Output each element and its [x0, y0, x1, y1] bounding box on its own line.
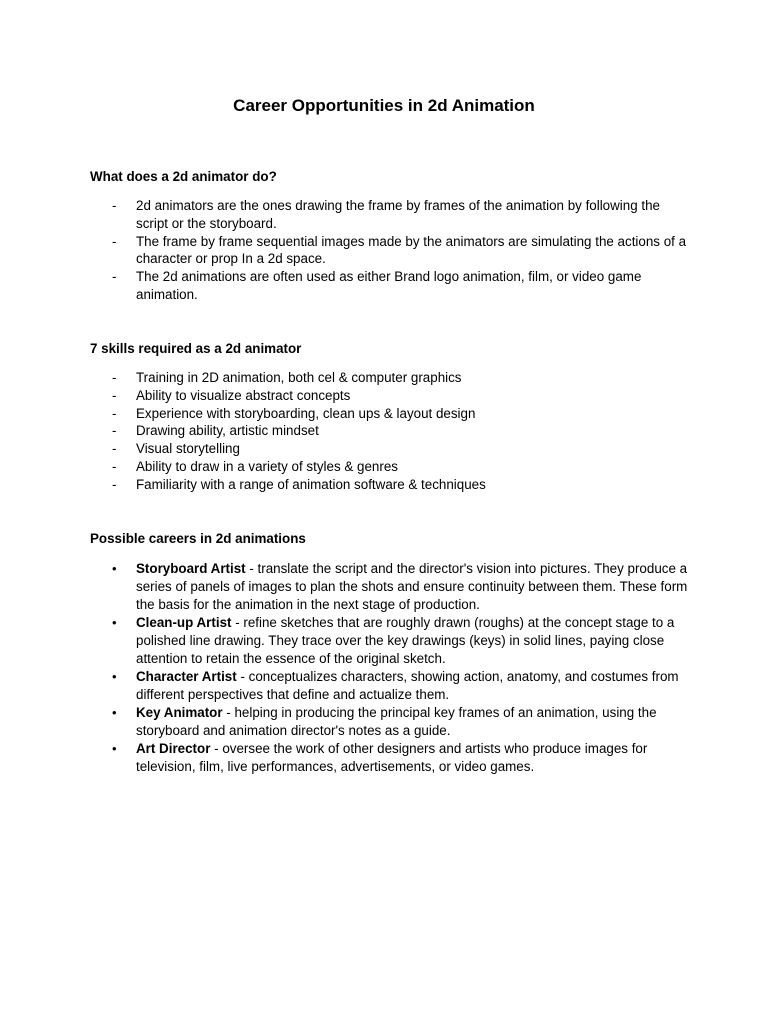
section-skills: [90, 340, 690, 494]
dash-bullet: -: [112, 370, 117, 385]
list-item-text: Visual storytelling: [136, 441, 240, 457]
career-item: [90, 614, 690, 668]
career-description: - oversee the work of other designers and artists who produce images for television, film, live performances, advertisements, or video games.: [136, 741, 648, 774]
dash-bullet: -: [112, 476, 117, 492]
career-term: Art Director: [136, 741, 211, 756]
list-item: [90, 387, 690, 405]
career-item: [90, 704, 690, 740]
round-bullet: •: [112, 615, 117, 630]
list-item: [90, 233, 690, 269]
round-bullet: •: [112, 561, 117, 576]
section-what-animator-does: [90, 168, 690, 304]
list-item: [90, 268, 690, 304]
page-title: Career Opportunities in 2d Animation: [233, 96, 535, 115]
career-item: [90, 560, 690, 614]
list-item: [90, 197, 690, 233]
section-heading: 7 skills required as a 2d animator: [90, 341, 302, 356]
career-description: - translate the script and the director's vision into pictures. They produce a series of panels of images to plan the shots and ensure continuity between them. These form the basis for the animation in the next stage of production.: [136, 561, 688, 612]
career-description: - refine sketches that are roughly drawn (roughs) at the concept stage to a polished line drawing. They trace over the key drawings (keys) in solid lines, paying close attention to retain the essence of the original sketch.: [136, 615, 675, 666]
list-item: [90, 476, 690, 494]
list-item: [90, 405, 690, 423]
list-item-text: 2d animators are the ones drawing the frame by frames of the animation by following the script or the storyboard.: [136, 198, 661, 231]
list-item-text: The 2d animations are often used as either Brand logo animation, film, or video game animation.: [136, 269, 642, 302]
career-term: Character Artist: [136, 669, 237, 684]
round-bullet: •: [112, 669, 117, 684]
dash-bullet: -: [112, 198, 117, 213]
list-item-text: Experience with storyboarding, clean ups & layout design: [136, 405, 476, 421]
list-item-text: Ability to visualize abstract concepts: [136, 387, 351, 403]
career-description: - helping in producing the principal key frames of an animation, using the storyboard and animation director's notes as a guide.: [136, 705, 657, 738]
career-item: [90, 740, 690, 776]
list-item-text: Training in 2D animation, both cel & computer graphics: [136, 370, 462, 385]
list-item: [90, 369, 690, 387]
section-careers: [90, 530, 690, 776]
bullet-list: [90, 197, 690, 304]
list-item: [90, 440, 690, 458]
career-description: - conceptualizes characters, showing action, anatomy, and costumes from different perspectives that define and actualize them.: [136, 669, 679, 702]
list-item: [90, 422, 690, 440]
career-term: Storyboard Artist: [136, 561, 246, 576]
dash-bullet: -: [112, 458, 117, 474]
list-item-text: The frame by frame sequential images made by the animators are simulating the actions of a character or prop In a 2d space.: [136, 233, 687, 267]
list-item-text: Familiarity with a range of animation software & techniques: [136, 476, 486, 492]
list-item: [90, 458, 690, 476]
career-term: Key Animator: [136, 705, 223, 720]
dash-bullet: -: [112, 233, 117, 249]
dash-bullet: -: [112, 423, 117, 439]
bullet-list: [90, 369, 690, 494]
list-item-text: Drawing ability, artistic mindset: [136, 423, 319, 439]
dash-bullet: -: [112, 441, 117, 457]
list-item-text: Ability to draw in a variety of styles & genres: [136, 458, 398, 474]
career-list: [90, 560, 690, 776]
career-term: Clean-up Artist: [136, 615, 232, 630]
dash-bullet: -: [112, 405, 117, 421]
dash-bullet: -: [112, 387, 117, 403]
dash-bullet: -: [112, 269, 117, 285]
section-heading: What does a 2d animator do?: [90, 169, 277, 184]
round-bullet: •: [112, 705, 117, 720]
career-item: [90, 668, 690, 704]
round-bullet: •: [112, 741, 117, 756]
section-heading: Possible careers in 2d animations: [90, 531, 306, 546]
